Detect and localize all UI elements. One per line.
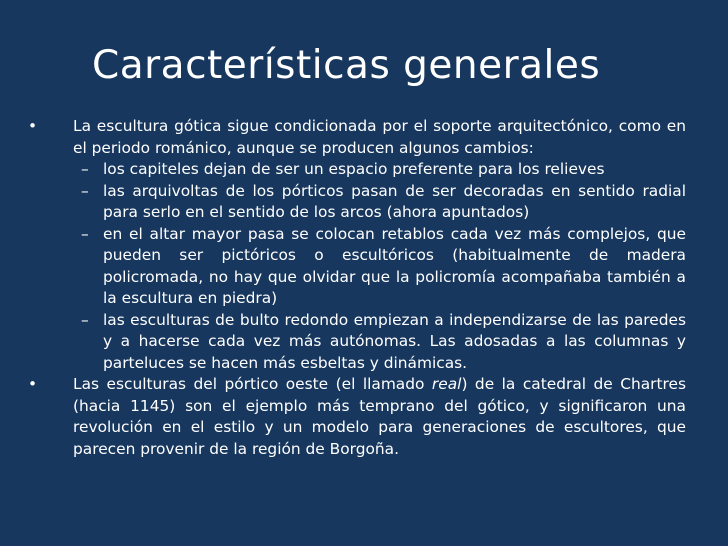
slide-content bbox=[28, 116, 686, 460]
bullet-marker: • bbox=[28, 117, 38, 135]
sub-item bbox=[28, 159, 686, 181]
sub-item bbox=[28, 181, 686, 224]
sub-item bbox=[28, 224, 686, 310]
sub-item-text: las esculturas de bulto redondo empiezan a independizarse de las paredes y a hacerse cada vez más autónomas. Las adosadas a las columnas y parteluces se hacen más esbeltas y dinámicas. bbox=[103, 310, 686, 372]
bullet-text-start: Las esculturas del pórtico oeste (el llamado bbox=[73, 375, 432, 393]
bullet-text-end: ) de la catedral de Chartres (hacia 1145) son el ejemplo más temprano del gótico, y significaron una revolución en el estilo y un modelo para generaciones de escultores, que parecen provenir de la región de Borgoña. bbox=[73, 375, 687, 458]
bullet-text-italic: real bbox=[431, 375, 462, 393]
bullet-text: La escultura gótica sigue condicionada por el soporte arquitectónico, como en el periodo románico, aunque se producen algunos cambios: bbox=[73, 117, 686, 157]
sub-item-text: los capiteles dejan de ser un espacio preferente para los relieves bbox=[103, 160, 605, 178]
sub-item-text: en el altar mayor pasa se colocan retablos cada vez más complejos, que pueden ser pictóricos o escultóricos (habitualmente de madera policromada, no hay que olvidar que la policromía acompañaba también a la escultura en piedra) bbox=[103, 224, 686, 307]
sub-marker: – bbox=[81, 224, 89, 243]
sub-marker: – bbox=[81, 160, 89, 178]
sub-marker: – bbox=[81, 181, 89, 200]
sub-marker: – bbox=[81, 310, 89, 329]
slide-title: Características generales bbox=[92, 43, 601, 88]
bullet-item bbox=[28, 116, 686, 159]
sub-item bbox=[28, 310, 686, 375]
sub-item-text: las arquivoltas de los pórticos pasan de ser decoradas en sentido radial para serlo en el sentido de los arcos (ahora apuntados) bbox=[103, 181, 686, 221]
bullet-item bbox=[28, 374, 686, 460]
bullet-marker: • bbox=[28, 375, 38, 393]
